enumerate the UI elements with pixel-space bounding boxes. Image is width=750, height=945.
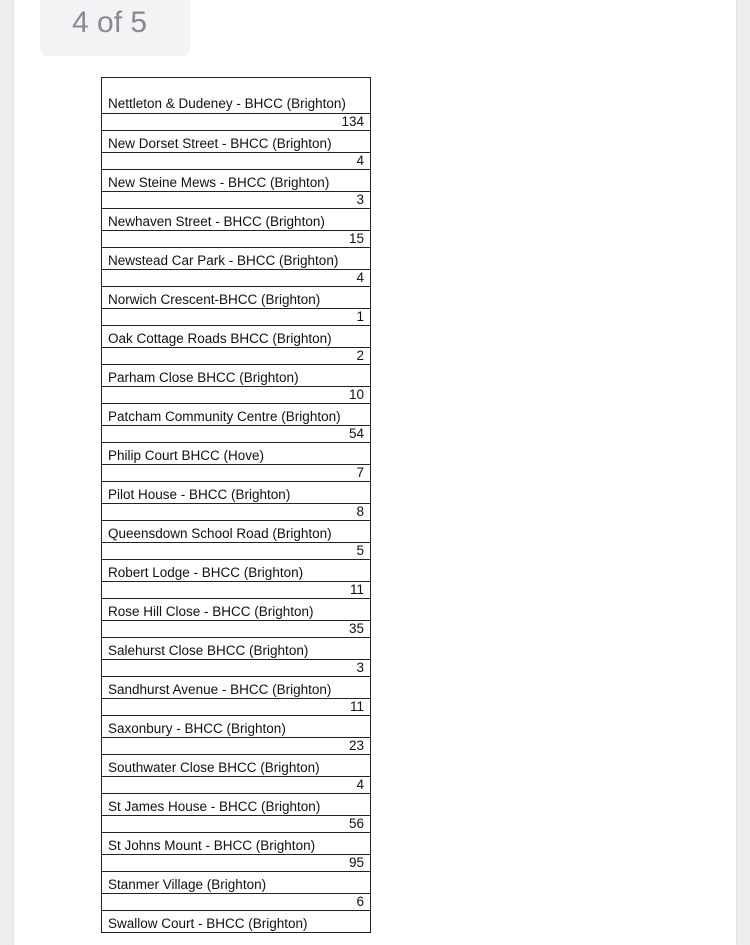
table-row [102, 872, 370, 911]
location-count: 6 [102, 893, 370, 910]
location-name: Southwater Close BHCC (Brighton) [108, 760, 320, 775]
location-name: Queensdown School Road (Brighton) [108, 526, 332, 541]
location-name: Rose Hill Close - BHCC (Brighton) [108, 604, 314, 619]
location-name: Robert Lodge - BHCC (Brighton) [108, 565, 304, 580]
table-row [102, 638, 370, 677]
location-count: 4 [102, 776, 370, 793]
location-count: 7 [102, 464, 370, 481]
location-name: Saxonbury - BHCC (Brighton) [108, 721, 286, 736]
table-row [102, 78, 370, 131]
location-name: New Steine Mews - BHCC (Brighton) [108, 175, 330, 190]
location-count: 8 [102, 503, 370, 520]
table-row [102, 131, 370, 170]
location-name: Pilot House - BHCC (Brighton) [108, 487, 291, 502]
table-row [102, 755, 370, 794]
table-row [102, 209, 370, 248]
location-count: 11 [102, 698, 370, 715]
location-count: 54 [102, 425, 370, 442]
page-indicator: 4 of 5 [40, 0, 190, 56]
location-name: Nettleton & Dudeney - BHCC (Brighton) [108, 96, 346, 111]
location-count: 5 [102, 542, 370, 559]
location-name: Patcham Community Centre (Brighton) [108, 409, 341, 424]
location-name: Salehurst Close BHCC (Brighton) [108, 643, 309, 658]
locations-table [101, 77, 371, 933]
table-row [102, 404, 370, 443]
location-name: Norwich Crescent-BHCC (Brighton) [108, 292, 321, 307]
table-row [102, 677, 370, 716]
location-count: 4 [102, 269, 370, 286]
location-name: Newstead Car Park - BHCC (Brighton) [108, 253, 339, 268]
table-row [102, 833, 370, 872]
location-name: Oak Cottage Roads BHCC (Brighton) [108, 331, 332, 346]
table-row [102, 365, 370, 404]
table-row [102, 521, 370, 560]
location-count: 134 [102, 113, 370, 130]
table-row [102, 716, 370, 755]
location-name: St Johns Mount - BHCC (Brighton) [108, 838, 316, 853]
location-name: Sandhurst Avenue - BHCC (Brighton) [108, 682, 332, 697]
location-count: 3 [102, 659, 370, 676]
location-name: St James House - BHCC (Brighton) [108, 799, 321, 814]
table-row [102, 326, 370, 365]
location-name: Philip Court BHCC (Hove) [108, 448, 265, 463]
table-row [102, 248, 370, 287]
table-row [102, 287, 370, 326]
location-count: 3 [102, 191, 370, 208]
location-count: 10 [102, 386, 370, 403]
location-count: 1 [102, 308, 370, 325]
table-row [102, 911, 370, 933]
table-row [102, 482, 370, 521]
document-page [14, 0, 736, 945]
table-row [102, 560, 370, 599]
location-name: New Dorset Street - BHCC (Brighton) [108, 136, 332, 151]
location-count: 95 [102, 854, 370, 871]
location-count: 2 [102, 347, 370, 364]
location-name: Stanmer Village (Brighton) [108, 877, 267, 892]
table-row [102, 443, 370, 482]
table-row [102, 599, 370, 638]
location-count: 56 [102, 815, 370, 832]
location-count: 15 [102, 230, 370, 247]
table-row [102, 794, 370, 833]
location-count: 11 [102, 581, 370, 598]
location-count: 4 [102, 152, 370, 169]
location-name: Swallow Court - BHCC (Brighton) [108, 916, 308, 931]
location-name: Parham Close BHCC (Brighton) [108, 370, 299, 385]
location-count: 35 [102, 620, 370, 637]
table-row [102, 170, 370, 209]
location-name: Newhaven Street - BHCC (Brighton) [108, 214, 325, 229]
location-count: 23 [102, 737, 370, 754]
